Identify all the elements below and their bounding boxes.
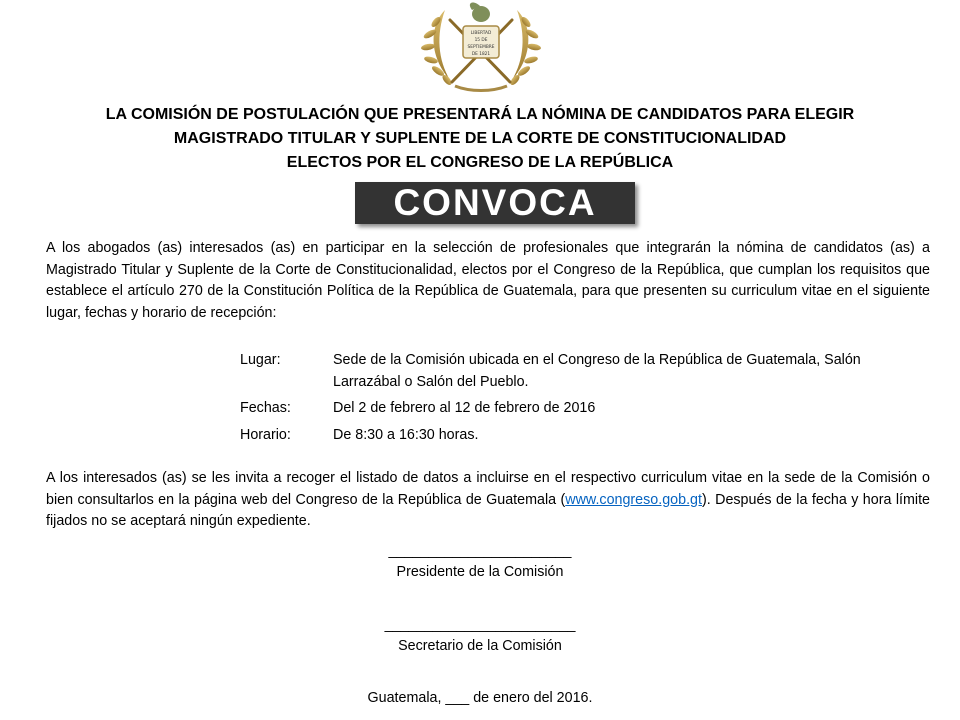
convoca-banner: CONVOCA: [355, 182, 635, 224]
signature-line: _______________________: [388, 543, 572, 559]
detail-value: Sede de la Comisión ubicada en el Congreso de la República de Guatemala, Salón Larrazábal o Salón del Pueblo.: [333, 352, 861, 390]
seal-scroll-line: LIBERTAD: [470, 31, 492, 36]
detail-row-horario: [240, 425, 920, 447]
seal-scroll-line: SEPTIEMBRE: [467, 45, 495, 50]
detail-row-fechas: [240, 398, 920, 420]
heading-line: LA COMISIÓN DE POSTULACIÓN QUE PRESENTARÁ LA NÓMINA DE CANDIDATOS PARA ELEGIR: [105, 106, 855, 123]
signature-president: [0, 541, 960, 583]
detail-label: Fechas:: [240, 400, 291, 416]
detail-label: Lugar:: [240, 352, 281, 368]
intro-paragraph: A los abogados (as) interesados (as) en participar en la selección de profesionales que integrarán la nómina de candidatos (as) a Magistrado Titular y Suplente de la Corte de Constitucionalidad, electos por el Congreso de la República, que cumplan los requisitos que establece el artículo 270 de la Constitución Política de la República de Guatemala, para que presenten su curriculum vitae en el siguiente lugar, fechas y horario de recepción:: [46, 240, 930, 321]
coat-of-arms-seal: [410, 0, 552, 94]
detail-value: Del 2 de febrero al 12 de febrero de 2016: [333, 400, 596, 416]
signature-title: Presidente de la Comisión: [396, 564, 564, 580]
seal-scroll-line: DE 1821: [471, 52, 491, 57]
seal-scroll-line: 15 DE: [474, 38, 488, 43]
document-heading: [0, 103, 960, 175]
paragraph-text: A los interesados (as) se les invita a recoger el listado de datos a incluirse en el respectivo curriculum vitae en la sede de la Comisión o bien consultarlos en la página web del Congreso de la República de Guatemala (: [46, 470, 930, 508]
signature-title: Secretario de la Comisión: [398, 638, 562, 654]
detail-label: Horario:: [240, 426, 291, 443]
closing-date-line: Guatemala, ___ de enero del 2016.: [367, 690, 593, 706]
paragraph-text: ). Después de la fecha y hora límite fijados no se aceptará ningún expediente.: [46, 491, 930, 529]
heading-line: MAGISTRADO TITULAR Y SUPLENTE DE LA CORTE DE CONSTITUCIONALIDAD: [173, 130, 787, 147]
congreso-website-link[interactable]: www.congreso.gob.gt: [565, 491, 702, 508]
detail-value: De 8:30 a 16:30 horas.: [333, 426, 479, 443]
second-paragraph: [46, 468, 930, 533]
signature-line: ________________________: [384, 617, 576, 633]
signature-secretary: [0, 615, 960, 657]
detail-row-lugar: [240, 350, 920, 393]
heading-line: ELECTOS POR EL CONGRESO DE LA REPÚBLICA: [286, 154, 674, 171]
reception-details: [240, 350, 920, 451]
